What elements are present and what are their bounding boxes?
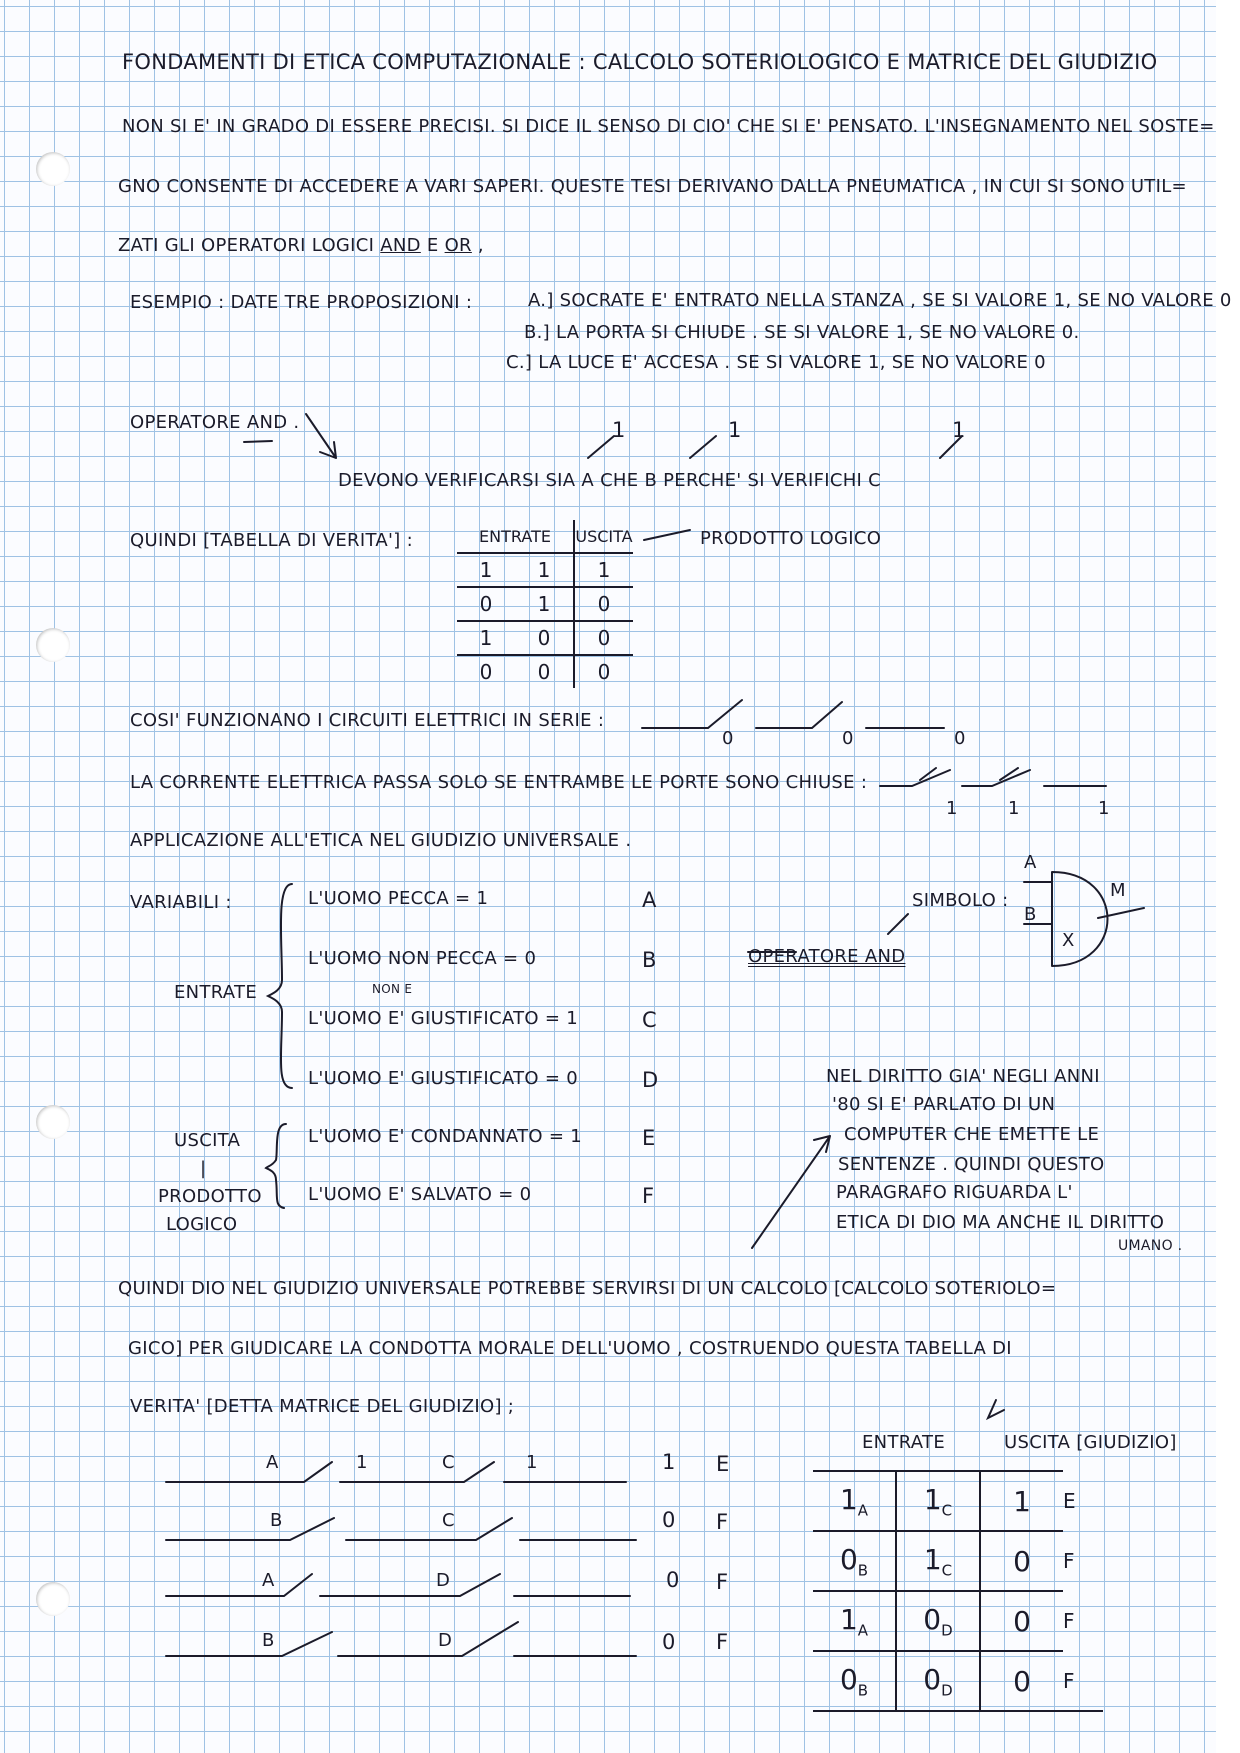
- series-switches-open: [642, 700, 944, 728]
- table-cell: 1: [457, 553, 515, 587]
- table-cell: $1_A$: [813, 1591, 896, 1651]
- switch-label: C: [442, 1452, 455, 1473]
- matrix-result: F: [1063, 1609, 1075, 1633]
- slash-mark: [588, 436, 962, 458]
- intro-conj: E: [426, 235, 439, 256]
- variable-letter: F: [642, 1184, 655, 1208]
- circuit-output: 0: [662, 1630, 676, 1654]
- value-one: 1: [728, 418, 742, 442]
- table-cell: 0: [980, 1651, 1063, 1711]
- table-cell: 0: [574, 587, 633, 621]
- variable-letter: C: [642, 1008, 657, 1032]
- and-gate-icon: [1024, 872, 1144, 966]
- gate-mark: X: [1062, 930, 1075, 951]
- proposition-c: C.] LA LUCE E' ACCESA . SE SI VALORE 1, SE NO VALORE 0: [506, 352, 1046, 373]
- note-line: ETICA DI DIO MA ANCHE IL DIRITTO: [836, 1212, 1165, 1233]
- underline-mark: [244, 441, 272, 442]
- note-line: SENTENZE . QUINDI QUESTO: [838, 1154, 1105, 1175]
- table-cell: 1: [574, 553, 633, 587]
- table-cell: 1: [515, 553, 574, 587]
- conclusion-line: GICO] PER GIUDICARE LA CONDOTTA MORALE DELL'UOMO , COSTRUENDO QUESTA TABELLA DI: [128, 1338, 1012, 1359]
- variable-insert: NON E: [372, 982, 413, 996]
- switch-value: 1: [356, 1452, 368, 1473]
- table-cell: $1_C$: [896, 1471, 980, 1531]
- variable-text: L'UOMO E' CONDANNATO = 1: [308, 1126, 583, 1147]
- switch-label: A: [262, 1570, 275, 1591]
- page-title: FONDAMENTI DI ETICA COMPUTAZIONALE : CALCOLO SOTERIOLOGICO E MATRICE DEL GIUDIZIO: [122, 50, 1158, 74]
- arrow-icon: [988, 1400, 1004, 1418]
- intro-line: NON SI E' IN GRADO DI ESSERE PRECISI. SI DICE IL SENSO DI CIO' CHE SI E' PENSATO. L'INSEGNAMENTO NEL SOSTE=: [122, 116, 1215, 137]
- gate-input-b: B: [1024, 904, 1037, 925]
- table-cell: 0: [574, 621, 633, 655]
- table-cell: 0: [980, 1591, 1063, 1651]
- symbol-label: SIMBOLO :: [912, 890, 1009, 911]
- variable-text: L'UOMO E' GIUSTIFICATO = 1: [308, 1008, 579, 1029]
- arrow-icon: [644, 530, 690, 540]
- circuit-result: E: [716, 1452, 730, 1476]
- matrix-header-uscita: USCITA [GIUDIZIO]: [1004, 1432, 1177, 1453]
- table-cell: 0: [457, 655, 515, 688]
- table-cell: 1: [980, 1471, 1063, 1531]
- intro-comma: ,: [477, 235, 484, 256]
- note-line: COMPUTER CHE EMETTE LE: [844, 1124, 1100, 1145]
- variable-letter: B: [642, 948, 657, 972]
- circuit-result: F: [716, 1510, 729, 1534]
- table-cell: 0: [515, 621, 574, 655]
- output-sub: PRODOTTO: [158, 1186, 262, 1207]
- circuit-value: 1: [1098, 798, 1110, 819]
- gate-input-a: A: [1024, 852, 1037, 873]
- circuit-result: F: [716, 1630, 729, 1654]
- operator-and-label: OPERATORE AND: [748, 946, 906, 967]
- circuit-value: 0: [842, 728, 854, 749]
- variable-letter: D: [642, 1068, 659, 1092]
- intro-line: GNO CONSENTE DI ACCEDERE A VARI SAPERI. QUESTE TESI DERIVANO DALLA PNEUMATICA , IN CUI SI SONO UTIL=: [118, 176, 1187, 197]
- switch-label: C: [442, 1510, 455, 1531]
- and-word: AND: [380, 235, 421, 256]
- example-label: ESEMPIO : DATE TRE PROPOSIZIONI :: [130, 292, 473, 313]
- note-line: NEL DIRITTO GIA' NEGLI ANNI: [826, 1066, 1100, 1087]
- circuit-value: 0: [954, 728, 966, 749]
- switch-label: B: [262, 1630, 275, 1651]
- inputs-label: ENTRATE: [174, 982, 257, 1003]
- judgment-circuit-row: [166, 1518, 636, 1540]
- table-cell: 0: [515, 655, 574, 688]
- table-cell: $0_D$: [896, 1651, 980, 1711]
- table-cell: $1_C$: [896, 1531, 980, 1591]
- matrix-result: F: [1063, 1549, 1075, 1573]
- variable-text: L'UOMO E' GIUSTIFICATO = 0: [308, 1068, 579, 1089]
- table-cell: $1_A$: [813, 1471, 896, 1531]
- current-line: LA CORRENTE ELETTRICA PASSA SOLO SE ENTRAMBE LE PORTE SONO CHIUSE :: [130, 772, 868, 793]
- arrow-icon: [306, 414, 336, 458]
- table-cell: 1: [457, 621, 515, 655]
- proposition-b: B.] LA PORTA SI CHIUDE . SE SI VALORE 1, SE NO VALORE 0.: [524, 322, 1080, 343]
- variable-text: L'UOMO E' SALVATO = 0: [308, 1184, 532, 1205]
- inputs-brace: [268, 884, 292, 1088]
- table-cell: $0_B$: [813, 1651, 896, 1711]
- table-cell: 0: [574, 655, 633, 688]
- circuit-value: 1: [1008, 798, 1020, 819]
- variables-label: VARIABILI :: [130, 892, 232, 913]
- table-cell: 1: [515, 587, 574, 621]
- circuit-value: 0: [722, 728, 734, 749]
- output-label: USCITA: [174, 1130, 241, 1151]
- truth-table-label: QUINDI [TABELLA DI VERITA'] :: [130, 530, 413, 551]
- conclusion-line: VERITA' [DETTA MATRICE DEL GIUDIZIO] ;: [130, 1396, 515, 1417]
- note-line: '80 SI E' PARLATO DI UN: [832, 1094, 1056, 1115]
- variable-text: L'UOMO PECCA = 1: [308, 888, 489, 909]
- variable-letter: E: [642, 1126, 656, 1150]
- value-one: 1: [952, 418, 966, 442]
- matrix-result: E: [1063, 1489, 1076, 1513]
- switch-label: B: [270, 1510, 283, 1531]
- variable-letter: A: [642, 888, 657, 912]
- table-cell: 0: [457, 587, 515, 621]
- series-circuit-line: COSI' FUNZIONANO I CIRCUITI ELETTRICI IN SERIE :: [130, 710, 605, 731]
- judgment-circuit-row: [166, 1622, 636, 1656]
- matrix-result: F: [1063, 1651, 1103, 1711]
- arrow-icon: [752, 1136, 830, 1248]
- note-line: PARAGRAFO RIGUARDA L': [836, 1182, 1073, 1203]
- note-line: UMANO .: [1118, 1238, 1183, 1254]
- judgment-circuit-row: [166, 1462, 626, 1482]
- variable-text: L'UOMO NON PECCA = 0: [308, 948, 537, 969]
- matrix-header-entrate: ENTRATE: [862, 1432, 945, 1453]
- table-cell: $0_B$: [813, 1531, 896, 1591]
- circuit-result: F: [716, 1570, 729, 1594]
- slash-mark: [888, 914, 908, 934]
- series-switches-closed: [880, 768, 1106, 786]
- conclusion-line: QUINDI DIO NEL GIUDIZIO UNIVERSALE POTREBBE SERVIRSI DI UN CALCOLO [CALCOLO SOTERIOLO=: [118, 1278, 1057, 1299]
- circuit-output: 1: [662, 1450, 676, 1474]
- switch-label: A: [266, 1452, 279, 1473]
- circuit-output: 0: [666, 1568, 680, 1592]
- output-sub: LOGICO: [166, 1214, 238, 1235]
- switch-value: 1: [526, 1452, 538, 1473]
- judgment-circuit-row: [166, 1574, 630, 1596]
- circuit-output: 0: [662, 1508, 676, 1532]
- header-entrate: ENTRATE: [457, 520, 574, 553]
- or-word: OR: [444, 235, 472, 256]
- and-operator-label: OPERATORE AND .: [130, 412, 300, 433]
- and-sentence: DEVONO VERIFICARSI SIA A CHE B PERCHE' SI VERIFICHI C: [338, 470, 882, 491]
- circuit-value: 1: [946, 798, 958, 819]
- intro-text: ZATI GLI OPERATORI LOGICI: [118, 235, 375, 256]
- switch-label: D: [436, 1570, 451, 1591]
- table-cell: 0: [980, 1531, 1063, 1591]
- value-one: 1: [612, 418, 626, 442]
- output-sub: |: [200, 1158, 207, 1179]
- application-heading: APPLICAZIONE ALL'ETICA NEL GIUDIZIO UNIVERSALE .: [130, 830, 632, 851]
- proposition-a: A.] SOCRATE E' ENTRATO NELLA STANZA , SE SI VALORE 1, SE NO VALORE 0: [528, 290, 1232, 311]
- output-brace: [266, 1124, 286, 1208]
- switch-label: D: [438, 1630, 453, 1651]
- header-uscita: USCITA: [575, 526, 633, 546]
- table-cell: $0_D$: [896, 1591, 980, 1651]
- gate-output: M: [1110, 880, 1126, 901]
- logical-product-note: PRODOTTO LOGICO: [700, 528, 882, 549]
